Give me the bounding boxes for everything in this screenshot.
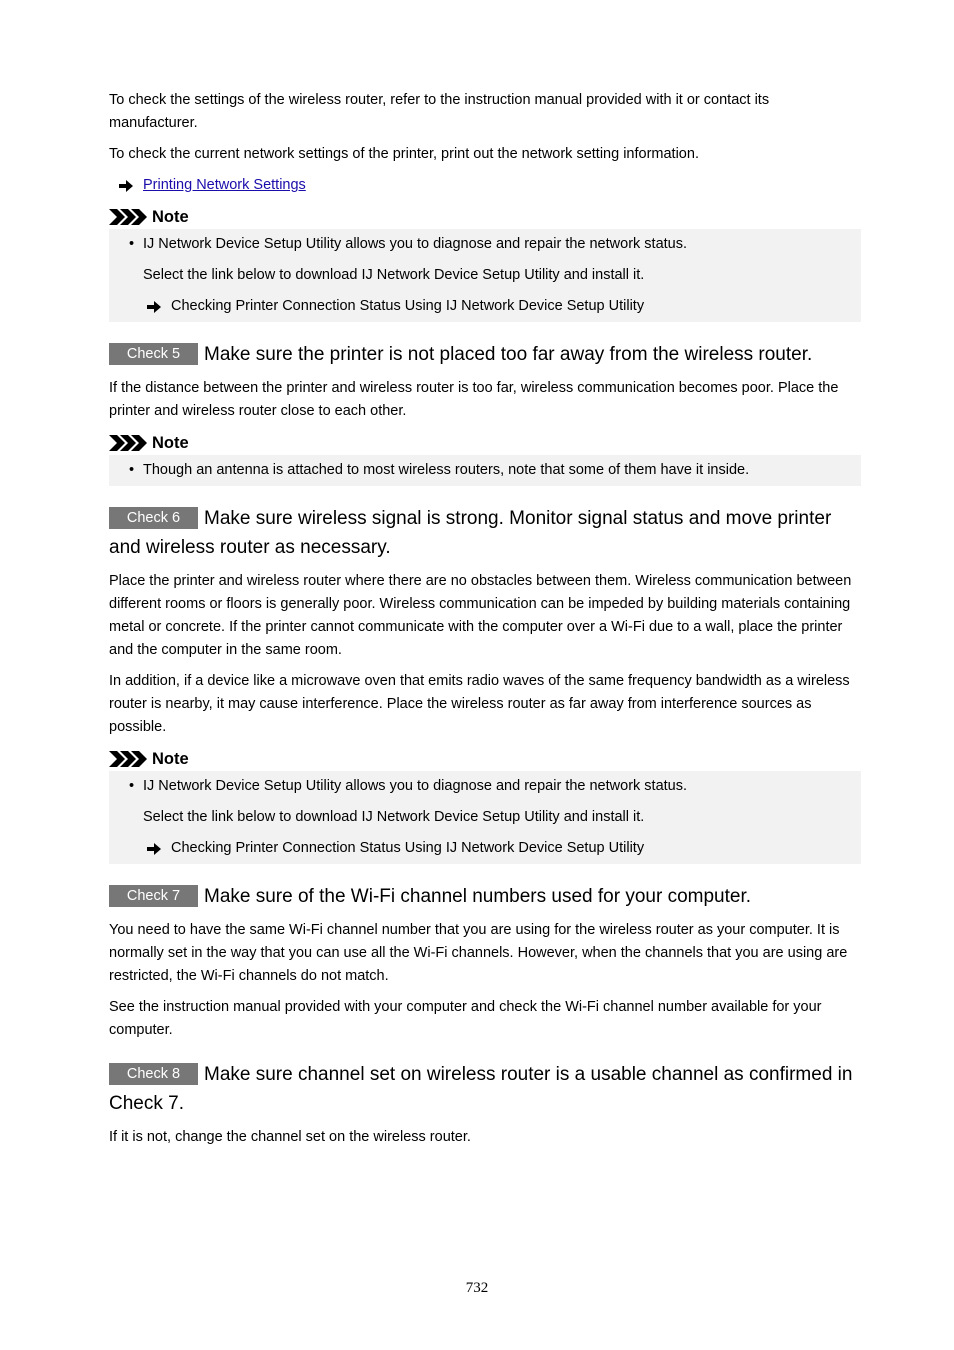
check-title: Make sure wireless signal is strong. Monitor signal status and move printer and wireless router as necessary. — [109, 508, 832, 558]
note-heading — [109, 431, 861, 455]
note-chevrons-icon — [109, 209, 147, 225]
note-chevrons-icon — [109, 751, 147, 767]
note-link-row — [109, 295, 861, 318]
check-heading — [109, 1060, 861, 1118]
check-title: Make sure the printer is not placed too far away from the wireless router. — [204, 344, 813, 365]
note-subtext: Select the link below to download IJ Network Device Setup Utility and install it. — [143, 267, 645, 283]
note-text: IJ Network Device Setup Utility allows you to diagnose and repair the network status. — [143, 778, 688, 794]
note-text: IJ Network Device Setup Utility allows you to diagnose and repair the network status. — [143, 236, 688, 252]
note-box — [109, 229, 861, 322]
check-badge: Check 5 — [109, 343, 198, 365]
note-box — [109, 455, 861, 486]
note-link-row — [109, 837, 861, 860]
note-item — [109, 233, 861, 256]
arrow-right-icon — [147, 301, 161, 313]
check-paragraph: See the instruction manual provided with your computer and check the Wi-Fi channel number available for your computer. — [109, 999, 822, 1038]
bullet-icon: • — [129, 236, 135, 252]
check-paragraph: If the distance between the printer and wireless router is too far, wireless communication becomes poor. Place the printer and wireless router close to each other. — [109, 380, 839, 419]
page-number: 732 — [465, 1280, 489, 1296]
check-badge: Check 6 — [109, 507, 198, 529]
check-heading — [109, 882, 861, 911]
document-body — [109, 89, 861, 1157]
check-heading — [109, 504, 861, 562]
bullet-icon: • — [129, 462, 135, 478]
note-item — [109, 459, 861, 482]
note-text: Though an antenna is attached to most wireless routers, note that some of them have it inside. — [143, 462, 750, 478]
intro-paragraph: To check the settings of the wireless router, refer to the instruction manual provided with it or contact its manufacturer. — [109, 92, 770, 131]
intro-paragraph: To check the current network settings of the printer, print out the network setting information. — [109, 146, 699, 162]
check-badge: Check 7 — [109, 885, 198, 907]
note-label: Note — [152, 433, 189, 452]
note-subtext: Select the link below to download IJ Network Device Setup Utility and install it. — [143, 809, 645, 825]
check-heading — [109, 340, 861, 369]
check-paragraph: If it is not, change the channel set on the wireless router. — [109, 1129, 471, 1145]
note-label: Note — [152, 207, 189, 226]
note-label: Note — [152, 749, 189, 768]
note-heading — [109, 205, 861, 229]
connection-status-link[interactable]: Checking Printer Connection Status Using IJ Network Device Setup Utility — [171, 298, 645, 314]
check-badge: Check 8 — [109, 1063, 198, 1085]
note-heading — [109, 747, 861, 771]
connection-status-link[interactable]: Checking Printer Connection Status Using IJ Network Device Setup Utility — [171, 840, 645, 856]
arrow-right-icon — [119, 180, 133, 192]
bullet-icon: • — [129, 778, 135, 794]
note-chevrons-icon — [109, 435, 147, 451]
check-paragraph: In addition, if a device like a microwave oven that emits radio waves of the same frequency bandwidth as a wireless router is nearby, it may cause interference. Place the wireless router as far away from interference sources as possible. — [109, 673, 850, 735]
arrow-right-icon — [147, 843, 161, 855]
note-item — [109, 775, 861, 798]
link-row — [119, 174, 861, 197]
check-title: Make sure of the Wi-Fi channel numbers used for your computer. — [204, 886, 752, 907]
check-paragraph: Place the printer and wireless router where there are no obstacles between them. Wireless communication between different rooms or floors is generally poor. Wireless communication can be impeded by building materials containing metal or concrete. If the printer cannot communicate with the computer over a Wi-Fi due to a wall, place the printer and the computer in the same room. — [109, 573, 852, 658]
printing-network-settings-link[interactable]: Printing Network Settings — [143, 177, 306, 193]
check-title: Make sure channel set on wireless router is a usable channel as confirmed in Check 7. — [109, 1064, 853, 1114]
check-paragraph: You need to have the same Wi-Fi channel number that you are using for the wireless router as your computer. It is normally set in the way that you can use all the Wi-Fi channels. However, when the channels that you are using are restricted, the Wi-Fi channels do not match. — [109, 922, 848, 984]
note-box — [109, 771, 861, 864]
